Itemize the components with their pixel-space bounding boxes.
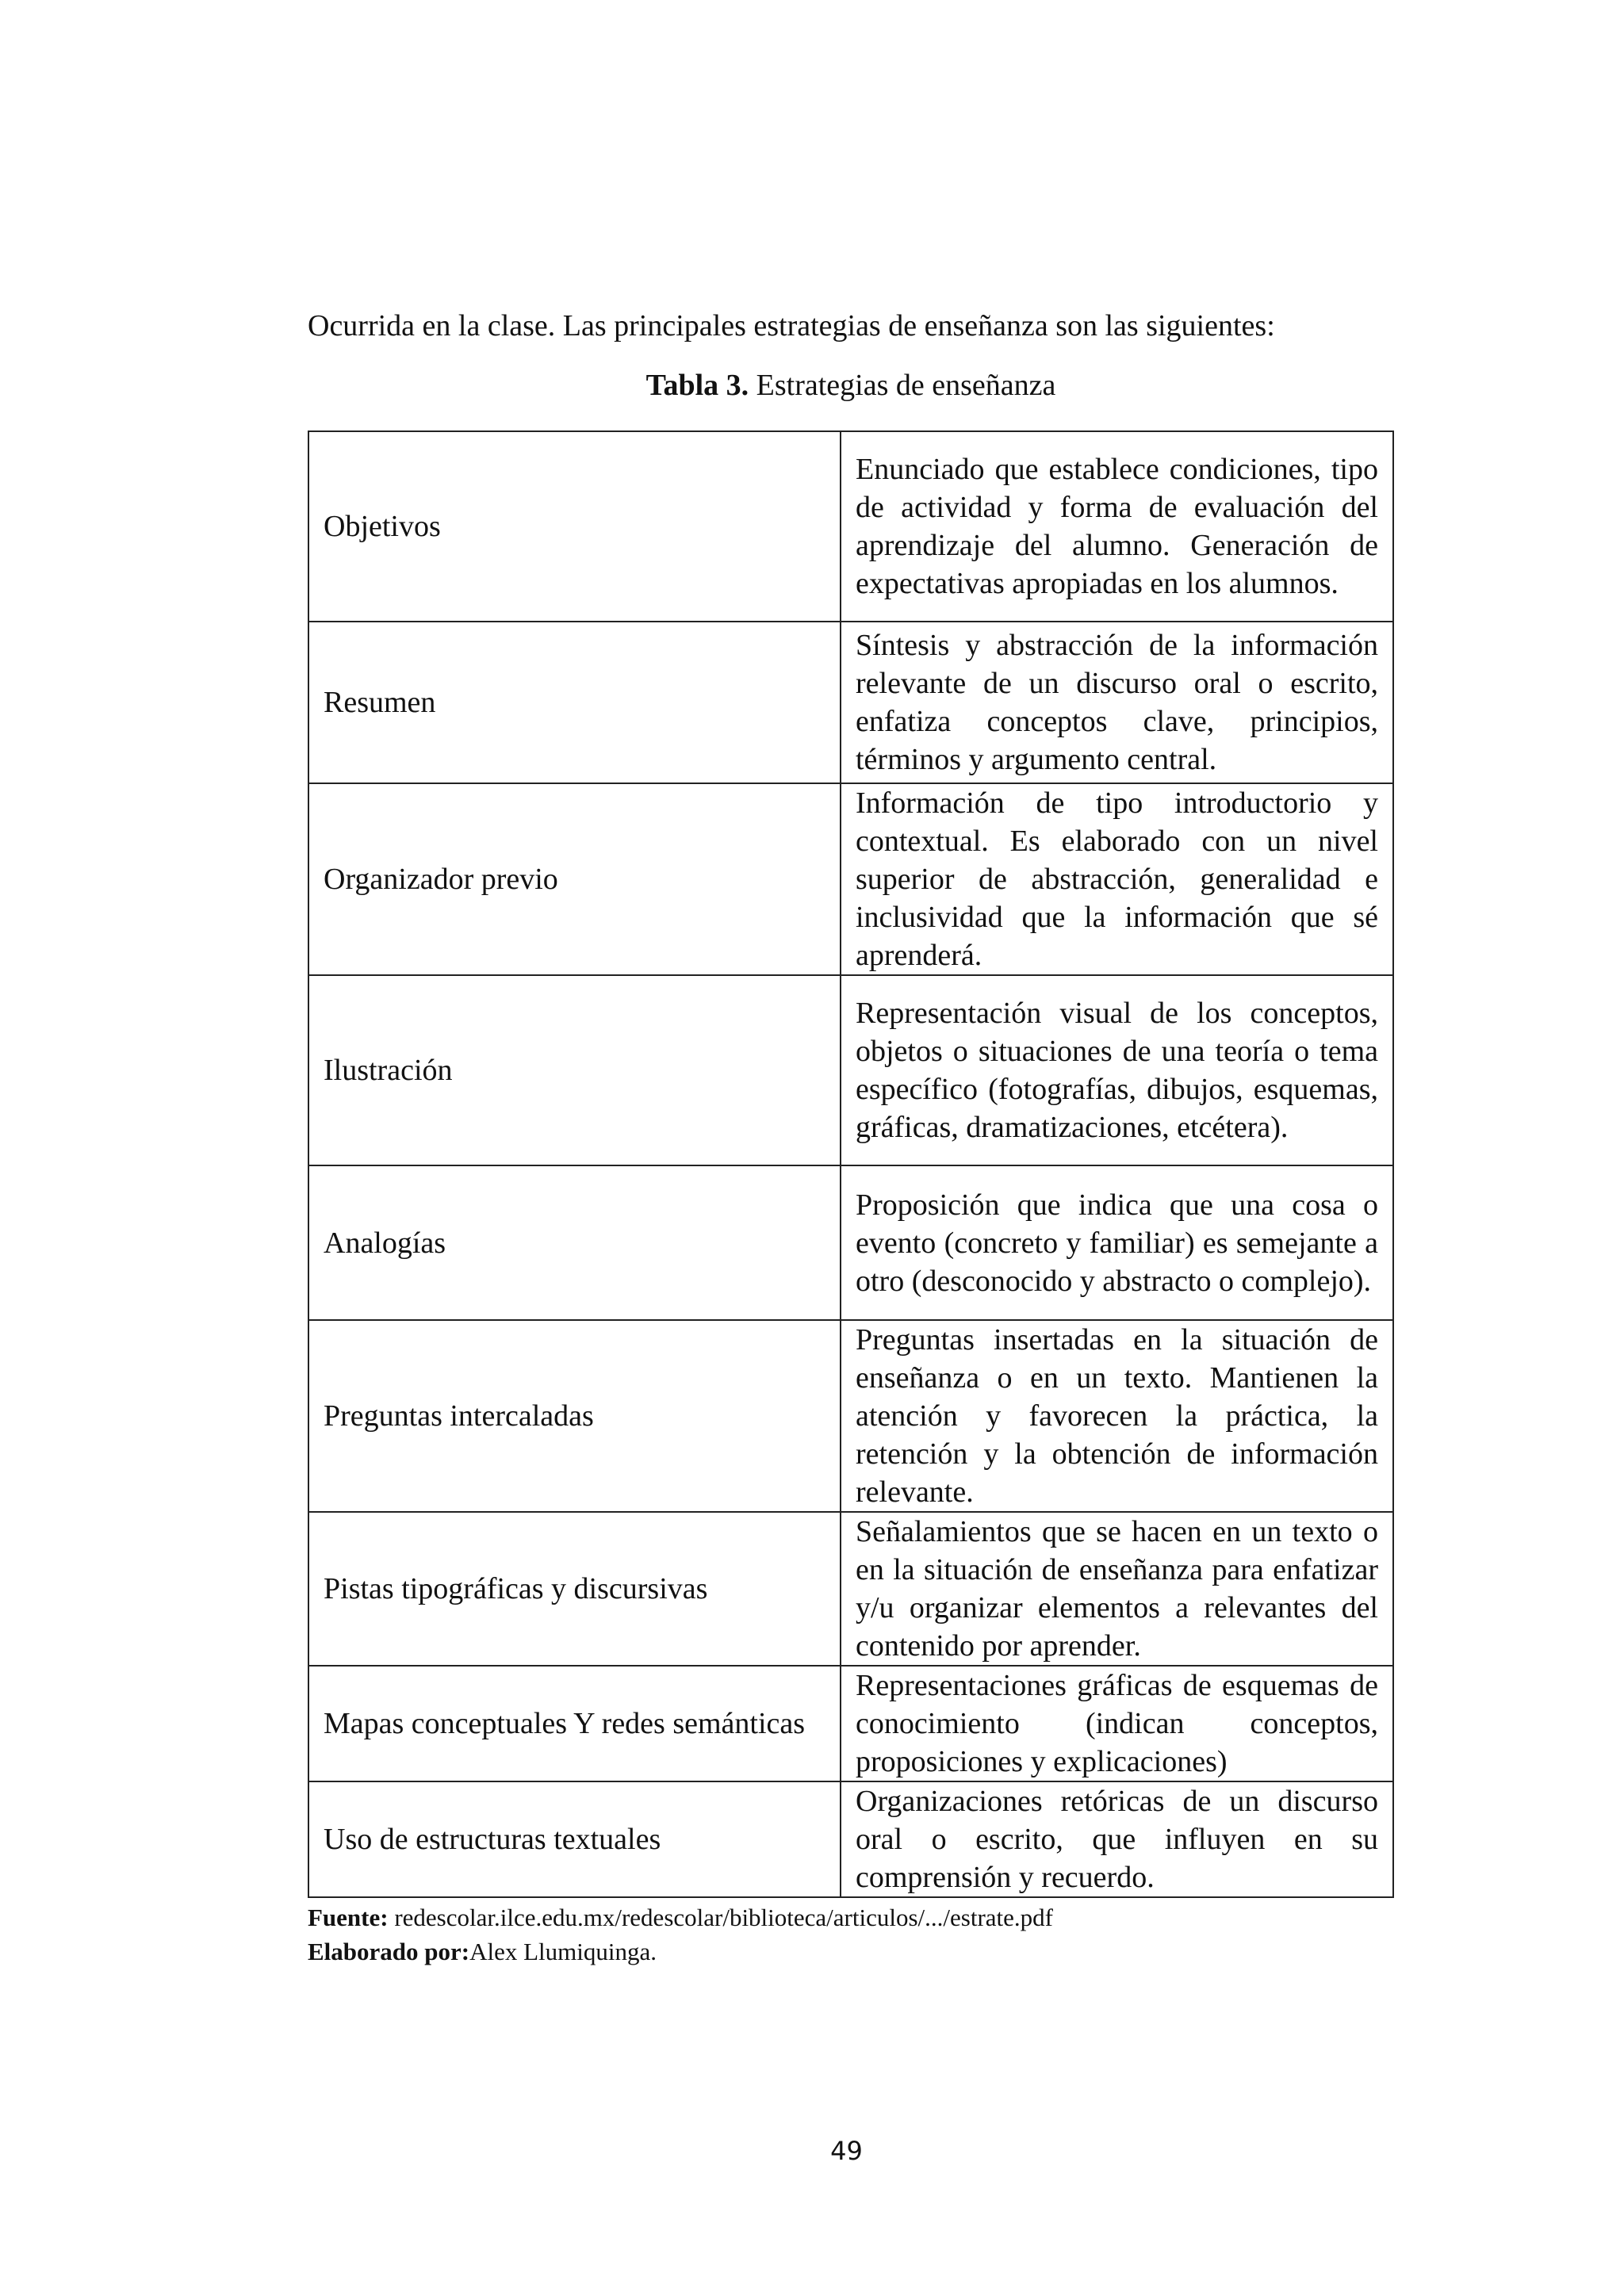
strategy-term: Preguntas intercaladas <box>308 1320 841 1512</box>
strategy-term: Ilustración <box>308 975 841 1165</box>
strategy-term: Analogías <box>308 1165 841 1320</box>
author-label: Elaborado por: <box>308 1938 470 1965</box>
strategy-description: Enunciado que establece condiciones, tipo de actividad y forma de evaluación del aprendizaje del alumno. Generación de expectativas apropiadas en los alumnos. <box>841 431 1393 622</box>
strategy-term: Mapas conceptuales Y redes semánticas <box>308 1666 841 1781</box>
author-note <box>308 1935 657 1969</box>
strategy-term: Resumen <box>308 622 841 783</box>
table-row <box>308 1320 1393 1512</box>
strategy-description: Señalamientos que se hacen en un texto o en la situación de enseñanza para enfatizar y/u organizar elementos a relevantes del contenido por aprender. <box>841 1512 1393 1666</box>
table-row <box>308 1512 1393 1666</box>
strategy-description: Información de tipo introductorio y contextual. Es elaborado con un nivel superior de abstracción, generalidad e inclusividad que la información que sé aprenderá. <box>841 783 1393 975</box>
strategy-description: Preguntas insertadas en la situación de enseñanza o en un texto. Mantienen la atención y favorecen la práctica, la retención y la obtención de información relevante. <box>841 1320 1393 1512</box>
intro-paragraph: Ocurrida en la clase. Las principales estrategias de enseñanza son las siguientes: <box>308 309 1275 342</box>
strategy-description: Representaciones gráficas de esquemas de conocimiento (indican conceptos, proposiciones y explicaciones) <box>841 1666 1393 1781</box>
strategy-term: Objetivos <box>308 431 841 622</box>
strategy-description: Síntesis y abstracción de la información relevante de un discurso oral o escrito, enfatiza conceptos clave, principios, términos y argumento central. <box>841 622 1393 783</box>
table-row <box>308 783 1393 975</box>
table-row <box>308 975 1393 1165</box>
table-caption <box>308 365 1394 406</box>
author-value: Alex Llumiquinga. <box>469 1938 657 1965</box>
strategy-description: Organizaciones retóricas de un discurso oral o escrito, que influyen en su comprensión y recuerdo. <box>841 1781 1393 1897</box>
source-label: Fuente: <box>308 1904 389 1931</box>
strategy-term: Organizador previo <box>308 783 841 975</box>
table-row <box>308 1165 1393 1320</box>
strategy-term: Uso de estructuras textuales <box>308 1781 841 1897</box>
table-caption-label: Tabla 3. <box>645 369 749 402</box>
strategy-description: Representación visual de los conceptos, objetos o situaciones de una teoría o tema específico (fotografías, dibujos, esquemas, gráficas, dramatizaciones, etcétera). <box>841 975 1393 1165</box>
table-row <box>308 622 1393 783</box>
page-number: 49 <box>830 2136 863 2166</box>
strategy-term: Pistas tipográficas y discursivas <box>308 1512 841 1666</box>
table-row <box>308 1666 1393 1781</box>
source-note <box>308 1901 1053 1934</box>
table-row <box>308 431 1393 622</box>
strategy-description: Proposición que indica que una cosa o evento (concreto y familiar) es semejante a otro (desconocido y abstracto o complejo). <box>841 1165 1393 1320</box>
source-value: redescolar.ilce.edu.mx/redescolar/biblioteca/articulos/.../estrate.pdf <box>388 1904 1053 1931</box>
strategies-table <box>308 430 1394 1898</box>
table-row <box>308 1781 1393 1897</box>
table-caption-title: Estrategias de enseñanza <box>756 369 1056 402</box>
